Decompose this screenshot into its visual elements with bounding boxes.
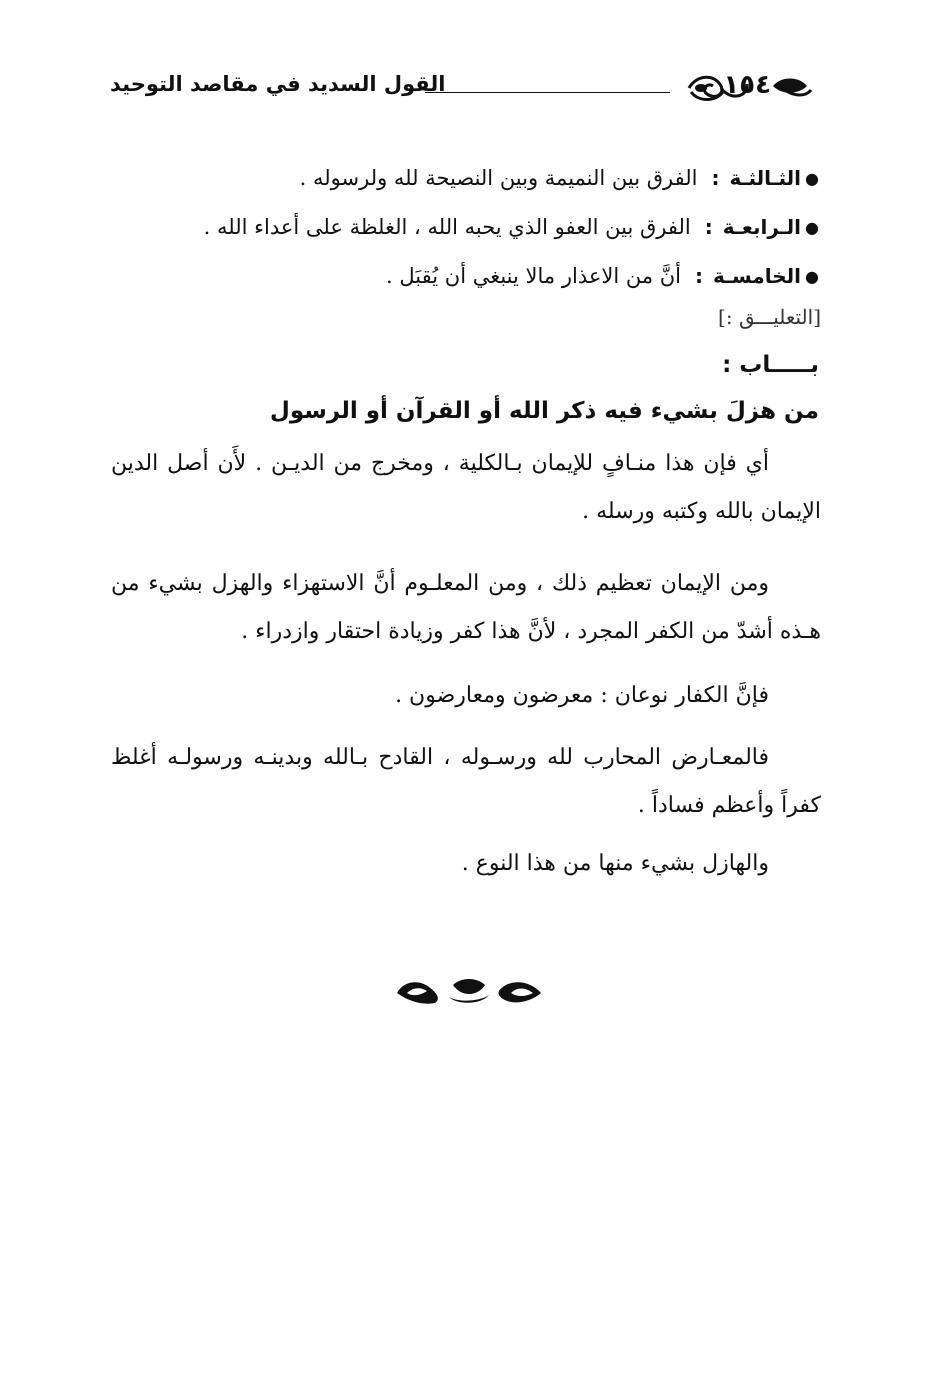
point-label: الـرابعـة <box>722 215 802 239</box>
point-item <box>204 207 819 247</box>
point-text: الفرق بين النميمة وبين النصيحة لله ولرسوله . <box>299 166 698 190</box>
running-title: القول السديد في مقاصد التوحيد <box>110 72 446 96</box>
point-label: الخامسـة <box>713 264 802 288</box>
point-colon: : <box>704 215 713 239</box>
point-item <box>386 256 819 296</box>
chapter-label: بـــــاب : <box>722 352 819 378</box>
page-header <box>110 70 815 110</box>
commentary-marker: [التعليـــق :] <box>718 305 821 329</box>
bullet-icon: ● <box>805 266 819 286</box>
point-colon: : <box>695 264 704 288</box>
body-paragraph: فالمعـارض المحارب لله ورسـوله ، القادح بـالله وبدينـه ورسولـه أغلظ كفراً وأعظم فساداً . <box>111 745 821 818</box>
body-paragraph: ومن الإيمان تعظيم ذلك ، ومن المعلـوم أنَّ الاستهزاء والهزل بشيء من هـذه أشدّ من الكفر المجرد ، لأنَّ هذا كفر وزيادة احتقار وازدراء . <box>111 571 821 644</box>
chapter-title: من هزلَ بشيء فيه ذكر الله أو القرآن أو الرسول <box>269 398 819 424</box>
body-paragraph: أي فإن هذا منـافٍ للإيمان بـالكلية ، ومخرج من الديـن . لأَن أصل الدين الإيمان بالله وكتبه ورسله . <box>111 451 821 524</box>
body-paragraph: والهازل بشيء منها من هذا النوع . <box>461 851 769 876</box>
point-colon: : <box>711 166 720 190</box>
point-text: الفرق بين العفو الذي يحبه الله ، الغلظة على أعداء الله . <box>203 215 691 239</box>
closing-ornament-icon <box>393 975 545 1009</box>
body-paragraph: فإنَّ الكفار نوعان : معرضون ومعارضون . <box>395 683 769 708</box>
point-text: أنَّ من الاعذار مالا ينبغي أن يُقبَل . <box>386 264 682 288</box>
bullet-icon: ● <box>805 168 819 188</box>
page-number: ١٥٤ <box>723 70 771 100</box>
point-label: الثـالثـة <box>729 166 802 190</box>
point-item <box>300 158 819 198</box>
header-divider <box>425 92 670 93</box>
bullet-icon: ● <box>805 217 819 237</box>
